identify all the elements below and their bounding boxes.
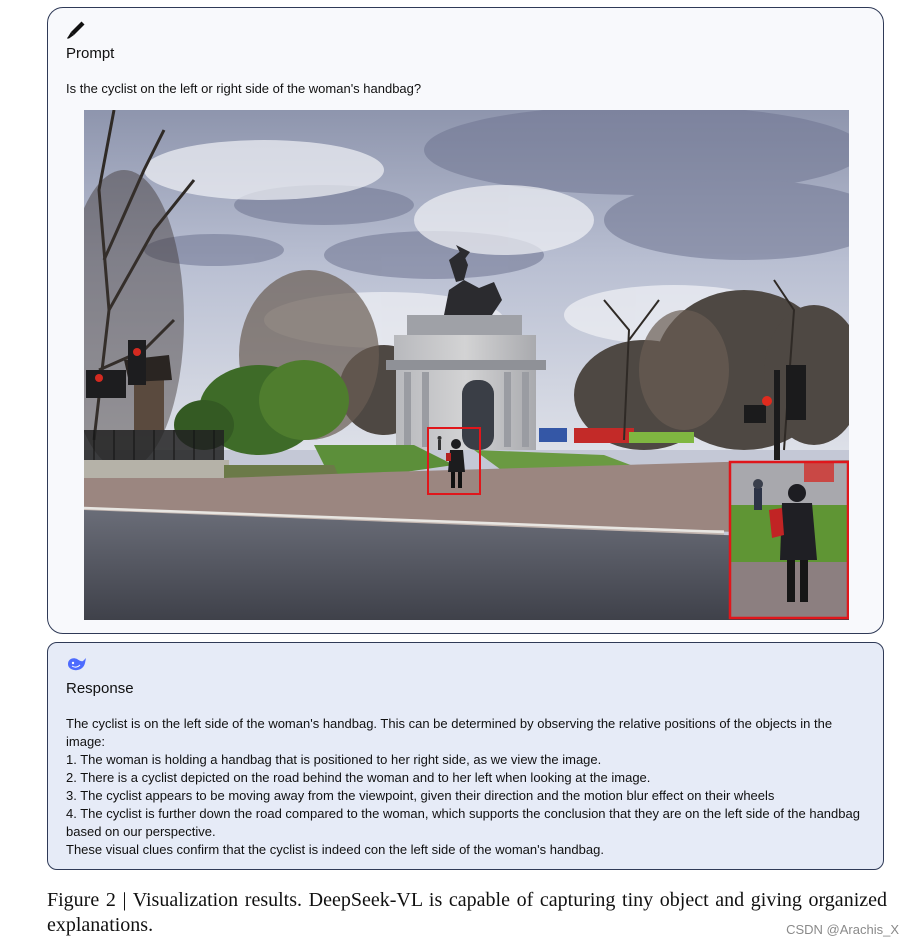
response-card xyxy=(47,642,884,870)
response-line: 2. There is a cyclist depicted on the road behind the woman and to her left when looking at the image. xyxy=(66,770,651,785)
response-line: 3. The cyclist appears to be moving away from the viewpoint, given their direction and the motion blur effect on their wheels xyxy=(66,788,775,803)
response-line: 1. The woman is holding a handbag that is positioned to her right side, as we view the image. xyxy=(66,752,602,767)
street-photo xyxy=(84,110,849,620)
response-line: These visual clues confirm that the cyclist is indeed con the left side of the woman's handbag. xyxy=(66,842,604,857)
pen-icon xyxy=(66,20,86,40)
prompt-heading: Prompt xyxy=(66,45,115,62)
response-line: 4. The cyclist is further down the road compared to the woman, which supports the conclusion that they are on the left side of the handbag based on our perspective. xyxy=(66,806,860,839)
prompt-card xyxy=(47,7,884,634)
watermark: CSDN @Arachis_X xyxy=(786,922,899,937)
response-line: The cyclist is on the left side of the woman's handbag. This can be determined by observing the relative positions of the objects in the image: xyxy=(66,716,833,749)
deepseek-whale-icon xyxy=(66,655,86,675)
prompt-question: Is the cyclist on the left or right side of the woman's handbag? xyxy=(66,81,422,96)
response-heading: Response xyxy=(66,680,134,697)
figure-caption: Figure 2 | Visualization results. DeepSeek-VL is capable of capturing tiny object and giving organized explanations. xyxy=(47,889,887,936)
response-body xyxy=(66,715,866,859)
